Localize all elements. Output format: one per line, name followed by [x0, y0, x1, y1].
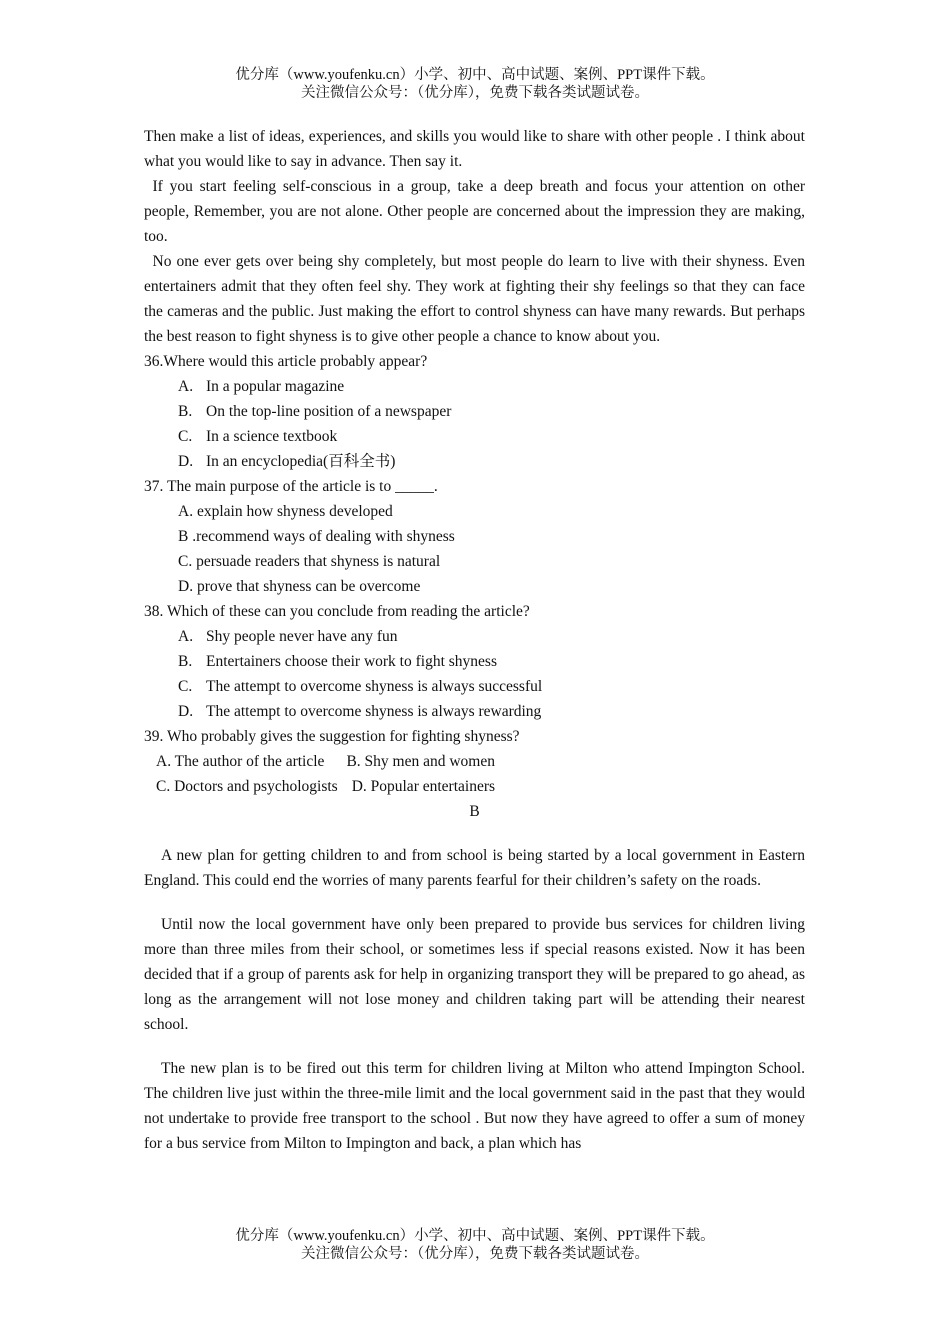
- header-line-1: 优分库（www.youfenku.cn）小学、初中、高中试题、案例、PPT课件下载。: [235, 67, 715, 83]
- passage-a-paragraph-2: If you start feeling self-conscious in a group, take a deep breath and focus your attention on other people, Remember, you are not alone. Other people are concerned about the impression they are making, too.: [144, 178, 805, 245]
- question-39-options-row-2: [156, 774, 805, 799]
- document-body: [144, 124, 805, 1156]
- page-footer: [0, 1227, 950, 1263]
- question-39-option-c: C. Doctors and psychologists: [156, 778, 338, 795]
- question-37-stem: 37. The main purpose of the article is to _____.: [144, 478, 438, 495]
- header-line-2: 关注微信公众号：（优分库），免费下载各类试题试卷。: [301, 85, 649, 101]
- question-39-option-d: D. Popular entertainers: [351, 778, 496, 795]
- question-39-option-b: B. Shy men and women: [346, 753, 495, 770]
- question-38-option-c: C. The attempt to overcome shyness is always successful: [178, 678, 543, 695]
- passage-b-paragraph-3: The new plan is to be fired out this term for children living at Milton who attend Impington School. The children live just within the three-mile limit and the local government said in the past that they would not undertake to provide free transport to the school . But now they have agreed to offer a sum of money for a bus service from Milton to Impington and back, a plan which has: [144, 1060, 805, 1152]
- page-header: [0, 66, 950, 102]
- question-39-option-a: A. The author of the article: [156, 753, 325, 770]
- passage-a-paragraph-1: Then make a list of ideas, experiences, and skills you would like to share with other people . I think about what you would like to say in advance. Then say it.: [144, 128, 805, 170]
- question-36-stem: 36.Where would this article probably appear?: [144, 353, 428, 370]
- question-39-stem: 39. Who probably gives the suggestion for fighting shyness?: [144, 728, 520, 745]
- question-37-option-a: A. explain how shyness developed: [178, 503, 393, 520]
- question-37-option-d: D. prove that shyness can be overcome: [178, 578, 421, 595]
- passage-b-paragraph-2: Until now the local government have only been prepared to provide bus services for children living more than three miles from their school, or sometimes less if special reasons existed. Now it has been decided that if a group of parents ask for help in organizing transport they will be prepared to go ahead, as long as the arrangement will not lose money and children taking part will be attending their nearest school.: [144, 916, 805, 1033]
- question-39-options-row-1: [156, 749, 805, 774]
- question-38-option-b: B. Entertainers choose their work to fight shyness: [178, 653, 497, 670]
- footer-line-2: 关注微信公众号：（优分库），免费下载各类试题试卷。: [301, 1246, 649, 1262]
- passage-a-paragraph-3: No one ever gets over being shy completely, but most people do learn to live with their shyness. Even entertainers admit that they often feel shy. They work at fighting their shy feelings so that they can face the cameras and the public. Just making the effort to control shyness can have many rewards. But perhaps the best reason to fight shyness is to give other people a chance to know about you.: [144, 253, 805, 345]
- question-36-option-d: D. In an encyclopedia(百科全书): [178, 453, 396, 470]
- question-37-option-b: B .recommend ways of dealing with shyness: [178, 528, 455, 545]
- question-37-option-c: C. persuade readers that shyness is natural: [178, 553, 441, 570]
- section-b-title: B: [469, 803, 480, 820]
- question-38-stem: 38. Which of these can you conclude from reading the article?: [144, 603, 530, 620]
- question-36-option-c: C. In a science textbook: [178, 428, 338, 445]
- question-36-option-b: B. On the top-line position of a newspaper: [178, 403, 452, 420]
- question-38-option-d: D. The attempt to overcome shyness is always rewarding: [178, 703, 542, 720]
- question-36-option-a: A. In a popular magazine: [178, 378, 345, 395]
- footer-line-1: 优分库（www.youfenku.cn）小学、初中、高中试题、案例、PPT课件下载。: [235, 1228, 715, 1244]
- passage-b-paragraph-1: A new plan for getting children to and from school is being started by a local government in Eastern England. This could end the worries of many parents fearful for their children’s safety on the roads.: [144, 847, 805, 889]
- question-38-option-a: A. Shy people never have any fun: [178, 628, 398, 645]
